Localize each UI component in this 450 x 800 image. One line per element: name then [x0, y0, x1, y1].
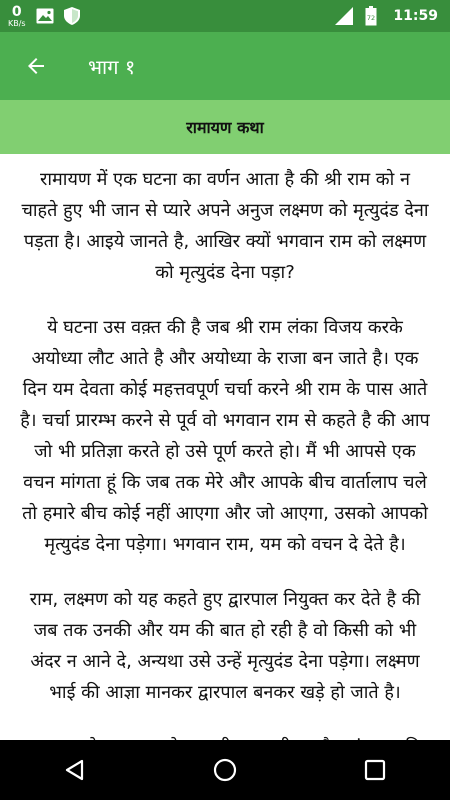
square-recents-icon	[364, 759, 386, 781]
nav-home-button[interactable]	[195, 740, 255, 800]
story-paragraph: राम, लक्ष्मण को यह कहते हुए द्वारपाल नियुक्त कर देते है की जब तक उनकी और यम की बात हो रही है वो किसी को भी अंदर न आने दे, अन्यथा उसे उन्हें मृत्युदंड देना पड़ेगा। लक्ष्मण भाई की आज्ञा मानकर द्वारपाल बनकर खड़े हो जाते है।	[29, 589, 421, 703]
back-arrow-icon	[24, 54, 48, 78]
battery-level-text: 72	[367, 14, 376, 22]
page-title: भाग १	[88, 54, 136, 79]
story-paragraph: ये घटना उस वक़्त की है जब श्री राम लंका विजय करके अयोध्या लौट आते है और अयोध्या के राजा बन जाते है। एक दिन यम देवता कोई महत्तवपूर्ण चर्चा करने श्री राम के पास आते है। चर्चा प्रारम्भ करने से पूर्व वो भगवान राम से कहते है की आप जो भी प्रतिज्ञा करते हो उसे पूर्ण करते हो। मैं भी आपसे एक वचन मांगता हूं कि जब तक मेरे और आपके बीच वार्तालाप चले तो हमारे बीच कोई नहीं आएगा और जो आएगा, उसको आपको मृत्युदंड देना पड़ेगा। भगवान राम, यम को वचन दे देते है।	[20, 317, 430, 555]
section-header	[0, 100, 450, 154]
status-bar	[0, 0, 450, 32]
image-notification-icon	[36, 8, 54, 24]
status-left	[0, 0, 90, 32]
clock: 11:59	[393, 8, 438, 24]
signal-icon	[335, 7, 353, 25]
nav-recents-button[interactable]	[345, 740, 405, 800]
status-right	[335, 0, 450, 32]
app-bar	[0, 32, 450, 100]
section-title: रामायण कथा	[186, 118, 264, 137]
nav-back-button[interactable]	[45, 740, 105, 800]
network-speed	[8, 5, 26, 28]
network-speed-unit: KB/s	[8, 18, 26, 28]
back-button[interactable]	[8, 38, 64, 94]
network-speed-value: 0	[11, 3, 22, 20]
triangle-back-icon	[63, 758, 87, 782]
story-paragraph: रामायण में एक घटना का वर्णन आता है की श्री राम को न चाहते हुए भी जान से प्यारे अपने अनुज लक्ष्मण को मृत्युदंड देना पड़ता है। आइये जानते है, आखिर क्यों भगवान राम को लक्ष्मण को मृत्युदंड देना पड़ा?	[21, 169, 429, 283]
navigation-bar	[0, 740, 450, 800]
circle-home-icon	[212, 757, 238, 783]
shield-icon	[64, 7, 80, 25]
story-content[interactable]	[0, 154, 450, 740]
battery-icon	[365, 6, 377, 26]
